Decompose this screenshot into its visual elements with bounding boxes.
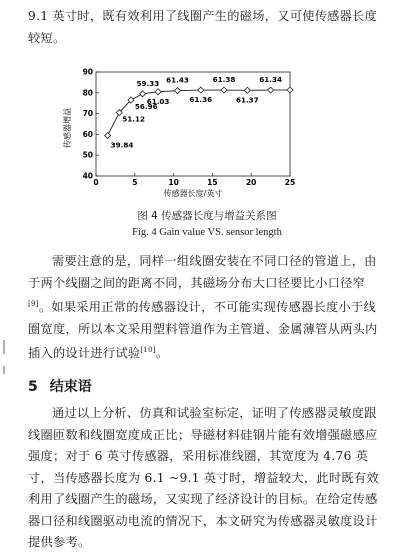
y-axis-label: 传感器增益: [63, 108, 72, 148]
body-paragraph: [28, 251, 388, 365]
data-label: 56.96: [134, 102, 158, 112]
chart-ticks: [83, 68, 296, 188]
y-tick-label: 50: [82, 150, 93, 160]
data-point-marker: [155, 89, 161, 95]
body-text: 需要注意的是，同样一组线圈安装在不同口径的管道上，由于两个线圈之间的距离不同，其磁场分布大口径要比小口径窄: [28, 254, 377, 290]
y-tick-label: 60: [82, 129, 93, 139]
figure-caption-chinese: 图 4 传感器长度与增益关系图: [137, 210, 277, 222]
data-label: 39.84: [110, 140, 134, 150]
figure-caption-english: Fig. 4 Gain value VS. sensor length: [132, 227, 282, 238]
x-tick-label: 10: [168, 178, 179, 187]
margin-mark: [3, 340, 5, 354]
chart-data-labels: [111, 75, 282, 149]
data-point-marker: [105, 132, 111, 138]
data-point-marker: [140, 91, 146, 97]
body-text-end: 。: [155, 346, 169, 361]
reference-9: [9]: [28, 300, 39, 308]
chart-axes: [96, 72, 290, 176]
data-point-marker: [174, 88, 180, 94]
y-tick-label: 40: [82, 171, 93, 181]
y-tick-label: 90: [82, 67, 93, 77]
x-tick-label: 15: [207, 178, 218, 187]
x-tick-label: 25: [284, 178, 296, 187]
x-tick-label: 20: [245, 178, 257, 187]
body-text-cont: 。如果采用正常的传感器设计，不可能实现传感器长度小于线圈宽度，所以本文采用塑料管道作为主管道、金属薄管从两头内插入的设计进行试验: [28, 300, 378, 361]
data-label: 61.43: [166, 75, 189, 85]
section-heading: [28, 376, 92, 396]
data-label: 59.33: [136, 78, 160, 88]
data-label: 61.38: [212, 75, 236, 85]
x-tick-label: 0: [93, 178, 99, 187]
data-label: 61.34: [259, 75, 282, 85]
reference-10: [10]: [140, 346, 156, 355]
plot-frame: [96, 72, 290, 176]
data-label: 61.37: [235, 95, 259, 105]
x-tick-label: 5: [132, 178, 138, 187]
data-point-marker: [198, 87, 204, 93]
gain-vs-length-chart: [60, 64, 300, 200]
data-point-marker: [244, 87, 250, 93]
data-point-marker: [287, 87, 293, 93]
data-point-marker: [221, 87, 227, 93]
section-number: 5: [28, 379, 38, 395]
y-tick-label: 80: [82, 88, 93, 98]
data-label: 61.36: [189, 95, 213, 105]
margin-mark: [3, 366, 5, 374]
intro-paragraph: 9.1 英寸时，既有效利用了线圈产生的磁场，又可使传感器长度较短。: [28, 9, 378, 45]
conclusion-paragraph: 通过以上分析、仿真和试验室标定，证明了传感器灵敏度跟线圈匝数和线圈宽度成正比；导磁材料硅钢片能有效增强磁感应强度；对于 6 英寸传感器，采用标准线圈，其宽度为 4.76 英寸，当传感器长度为 6.1 ~9.1 英寸时，增益较大，此时既有效利用了线圈产生的磁场，又实现了经济设计的目标。在给定传感器口径和线圈驱动电流的情况下，本文研究为传感器灵敏度设计提供参考。: [28, 406, 379, 549]
section-title: 结束语: [49, 379, 92, 395]
x-axis-label: 传感器长度/英寸: [163, 189, 223, 198]
y-tick-label: 70: [82, 109, 93, 119]
data-point-marker: [268, 87, 274, 93]
data-label: 51.12: [122, 114, 146, 124]
data-label: 61.03: [146, 96, 170, 106]
